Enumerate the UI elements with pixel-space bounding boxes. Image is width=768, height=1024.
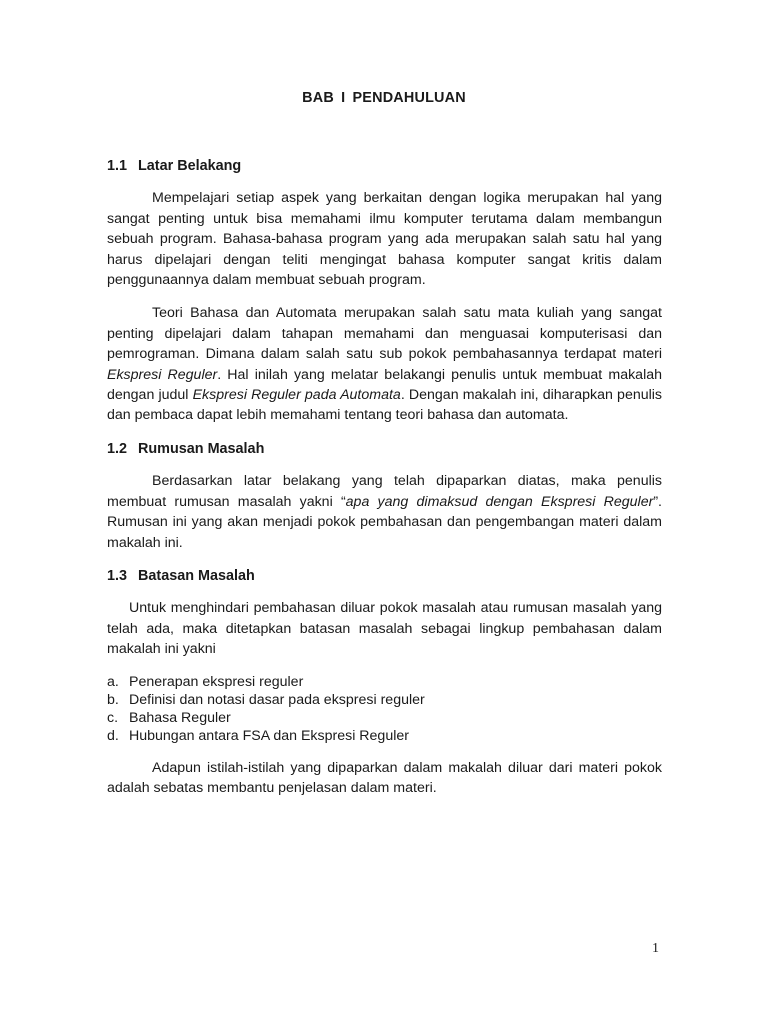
paragraph-text: . Hal inilah yang melatar belakangi penulis untuk membuat makalah dengan judul: [107, 366, 662, 404]
batasan-masalah-list: [107, 673, 662, 745]
list-item: [107, 673, 662, 691]
paragraph-latar-belakang-2: [107, 303, 662, 425]
list-item: [107, 691, 662, 709]
italic-term: Ekspresi Reguler: [107, 366, 218, 383]
paragraph-text: Berdasarkan latar belakang yang telah dipaparkan diatas, maka penulis membuat rumusan masalah yakni “: [107, 473, 662, 510]
list-item-text: Penerapan ekspresi reguler: [129, 673, 304, 690]
italic-quote: apa yang dimaksud dengan Ekspresi Reguler: [345, 493, 654, 510]
section-number: 1.1: [107, 158, 128, 174]
paragraph-batasan-masalah-intro: Untuk menghindari pembahasan diluar pokok masalah atau rumusan masalah yang telah ada, maka ditetapkan batasan masalah sebagai lingkup pembahasan dalam makalah ini yakni: [107, 600, 662, 658]
section-title: Batasan Masalah: [138, 567, 255, 584]
section-heading-batasan-masalah: [107, 566, 662, 586]
list-item-text: Hubungan antara FSA dan Ekspresi Reguler: [129, 727, 409, 744]
paragraph-text: Teori Bahasa dan Automata merupakan salah satu mata kuliah yang sangat penting dipelajari dalam tahapan memahami dan menguasai komputerisasi dan pemrograman. Dimana dalam salah satu sub pokok pembahasannya terdapat materi: [107, 305, 662, 363]
paragraph-batasan-masalah-closing: Adapun istilah-istilah yang dipaparkan dalam makalah diluar dari materi pokok adalah sebatas membantu penjelasan dalam materi.: [107, 759, 662, 796]
paragraph-rumusan-masalah: [107, 471, 662, 553]
section-number: 1.3: [107, 567, 128, 584]
list-marker: a.: [107, 673, 119, 690]
section-title: Rumusan Masalah: [138, 440, 265, 457]
italic-title: Ekspresi Reguler pada Automata: [192, 387, 401, 404]
section-heading-latar-belakang: [107, 156, 662, 176]
list-marker: d.: [107, 727, 119, 744]
list-marker: c.: [107, 709, 119, 726]
list-item: [107, 709, 662, 727]
page-number: 1: [652, 941, 659, 956]
section-heading-rumusan-masalah: [107, 439, 662, 459]
chapter-title: BAB I PENDAHULUAN: [302, 90, 466, 106]
list-marker: b.: [107, 691, 119, 708]
list-item-text: Bahasa Reguler: [129, 709, 231, 726]
section-number: 1.2: [107, 440, 128, 457]
paragraph-text: . Dengan makalah ini, diharapkan penulis dan pembaca dapat lebih memahami tentang teori bahasa dan automata.: [107, 387, 663, 424]
list-item: [107, 727, 662, 745]
paragraph-text: ”. Rumusan ini yang akan menjadi pokok pembahasan dan pengembangan materi dalam makalah ini.: [107, 493, 662, 551]
list-item-text: Definisi dan notasi dasar pada ekspresi reguler: [129, 691, 425, 708]
section-title: Latar Belakang: [138, 158, 242, 174]
page-body: [107, 156, 662, 798]
paragraph-latar-belakang-1: Mempelajari setiap aspek yang berkaitan dengan logika merupakan hal yang sangat penting untuk bisa memahami ilmu komputer terutama dalam membangun sebuah program. Bahasa-bahasa program yang ada merupakan salah satu hal yang harus dipelajari dengan teliti mengingat bahasa komputer sangat kritis dalam penggunaannya dalam membuat sebuah program.: [107, 190, 662, 289]
